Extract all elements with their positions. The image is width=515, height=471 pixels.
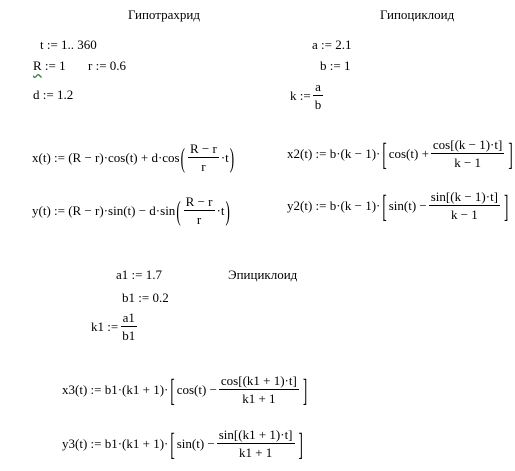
k1-denominator: b1 bbox=[122, 328, 136, 343]
left-bracket: [ bbox=[382, 135, 387, 172]
right-bracket: ] bbox=[298, 425, 303, 462]
heading-hypocycloid: Гипоциклоид bbox=[380, 7, 455, 22]
equation-x2[interactable] bbox=[287, 135, 515, 172]
d-definition[interactable]: d := 1.2 bbox=[33, 87, 74, 102]
R-definition[interactable] bbox=[33, 59, 66, 72]
r-definition[interactable]: r := 0.6 bbox=[88, 58, 127, 73]
equation-x[interactable] bbox=[32, 142, 235, 173]
equation-x-tail: ·t bbox=[220, 150, 229, 165]
R-variable-name: R bbox=[33, 58, 42, 73]
heading-epicycloid: Эпициклоид bbox=[228, 267, 298, 282]
equation-y3-inner: sin(t) − bbox=[176, 436, 215, 451]
equation-y2-lhs: y2(t) := b·(k − 1)· bbox=[287, 198, 381, 213]
a-definition[interactable]: a := 2.1 bbox=[312, 37, 352, 52]
right-bracket: ] bbox=[508, 135, 513, 172]
equation-y3-fraction bbox=[217, 428, 295, 459]
left-paren: ( bbox=[176, 194, 181, 227]
k1-fraction bbox=[120, 311, 137, 342]
equation-y-lhs: y(t) := (R − r)·sin(t) − d·sin bbox=[32, 203, 176, 218]
equation-x2-numerator: cos[(k − 1)·t] bbox=[432, 137, 503, 152]
equation-y2-fraction bbox=[429, 190, 500, 221]
equation-y-tail: ·t bbox=[216, 203, 225, 218]
equation-x-lhs: x(t) := (R − r)·cos(t) + d·cos bbox=[32, 150, 180, 165]
equation-x3-lhs: x3(t) := b1·(k1 + 1)· bbox=[62, 382, 169, 397]
equation-y2-denominator: k − 1 bbox=[450, 207, 478, 222]
k-lhs: k := bbox=[290, 88, 311, 103]
b1-definition[interactable]: b1 := 0.2 bbox=[122, 290, 169, 305]
left-bracket: [ bbox=[170, 425, 175, 462]
equation-y[interactable] bbox=[32, 195, 231, 226]
equation-x-numerator: R − r bbox=[189, 141, 217, 156]
equation-y2[interactable] bbox=[287, 187, 510, 224]
right-bracket: ] bbox=[302, 371, 308, 408]
equation-y2-inner: sin(t) − bbox=[388, 198, 427, 213]
b-definition[interactable]: b := 1 bbox=[320, 58, 351, 73]
equation-x3-fraction bbox=[219, 374, 299, 405]
k-numerator: a bbox=[315, 79, 321, 94]
right-bracket: ] bbox=[504, 187, 509, 224]
k1-definition[interactable] bbox=[91, 311, 139, 342]
left-bracket: [ bbox=[382, 187, 387, 224]
k1-numerator: a1 bbox=[122, 310, 135, 325]
equation-y3-numerator: sin[(k1 + 1)·t] bbox=[218, 427, 293, 442]
t-range-definition[interactable]: t := 1.. 360 bbox=[40, 37, 97, 52]
right-paren: ) bbox=[229, 141, 235, 174]
equation-x3-numerator: cos[(k1 + 1)·t] bbox=[220, 373, 297, 388]
equation-y3[interactable] bbox=[62, 425, 305, 462]
heading-hypotrochoid: Гипотрахрид bbox=[128, 7, 200, 22]
equation-y3-lhs: y3(t) := b1·(k1 + 1)· bbox=[62, 436, 169, 451]
equation-y3-denominator: k1 + 1 bbox=[238, 445, 273, 460]
k-denominator: b bbox=[314, 97, 322, 112]
k-fraction bbox=[313, 80, 324, 111]
equation-x2-lhs: x2(t) := b·(k − 1)· bbox=[287, 146, 381, 161]
equation-y-fraction bbox=[184, 195, 215, 226]
equation-y-numerator: R − r bbox=[185, 194, 213, 209]
equation-y-denominator: r bbox=[196, 212, 202, 227]
right-paren: ) bbox=[225, 194, 230, 227]
R-assignment: := 1 bbox=[44, 58, 66, 73]
k-definition[interactable] bbox=[290, 80, 325, 111]
equation-x3-denominator: k1 + 1 bbox=[242, 391, 276, 406]
k1-lhs: k1 := bbox=[91, 319, 119, 334]
equation-x2-denominator: k − 1 bbox=[454, 155, 482, 170]
equation-y2-numerator: sin[(k − 1)·t] bbox=[430, 189, 499, 204]
a1-definition[interactable]: a1 := 1.7 bbox=[116, 267, 162, 282]
left-paren: ( bbox=[180, 141, 185, 174]
equation-x2-inner: cos(t) + bbox=[388, 146, 429, 161]
equation-x3[interactable] bbox=[62, 371, 309, 408]
equation-x3-inner: cos(t) − bbox=[176, 382, 217, 397]
equation-x-denominator: r bbox=[201, 159, 206, 174]
equation-x2-fraction bbox=[431, 138, 504, 169]
equation-x-fraction bbox=[188, 142, 219, 173]
left-bracket: [ bbox=[170, 371, 175, 408]
